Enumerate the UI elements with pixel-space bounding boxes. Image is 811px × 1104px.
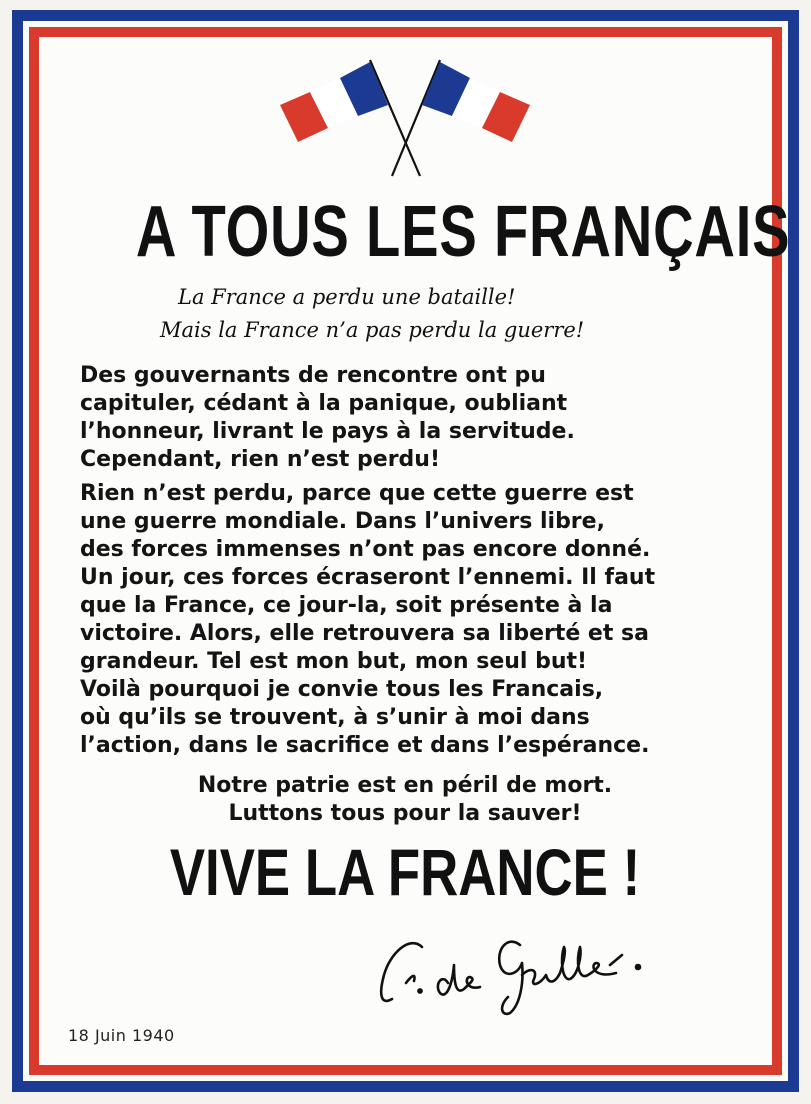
paragraph-2 — [80, 480, 730, 676]
paragraph-line: l’honneur, livrant le pays à la servitude. — [80, 419, 575, 444]
paragraph-line: Cependant, rien n’est perdu! — [80, 447, 440, 472]
signature-handwritten — [370, 925, 720, 1020]
slogan: VIVE LA FRANCE ! — [169, 835, 641, 909]
paragraph-line: Voilà pourquoi je convie tous les Francais, — [80, 677, 604, 702]
paragraph-line: une guerre mondiale. Dans l’univers libre, — [80, 509, 605, 534]
subtitle-line-2: Mais la France n’a pas perdu la guerre! — [160, 318, 585, 342]
closing-line-2: Luttons tous pour la sauver! — [228, 801, 582, 826]
paragraph-line: des forces immenses n’ont pas encore donné. — [80, 537, 651, 562]
subtitle-line-1: La France a perdu une bataille! — [178, 285, 516, 309]
paragraph-line: grandeur. Tel est mon but, mon seul but! — [80, 649, 588, 674]
date-label: 18 Juin 1940 — [68, 1026, 175, 1045]
paragraph-1 — [80, 362, 730, 474]
paragraph-line: Un jour, ces forces écraseront l’ennemi. Il faut — [80, 565, 656, 590]
paragraph-line: victoire. Alors, elle retrouvera sa liberté et sa — [80, 621, 649, 646]
poster-title: A TOUS LES FRANÇAIS — [135, 192, 791, 272]
paragraph-line: l’action, dans le sacrifice et dans l’espérance. — [80, 733, 650, 758]
paragraph-line: que la France, ce jour-la, soit présente à la — [80, 593, 613, 618]
paragraph-3 — [80, 676, 730, 760]
crossed-french-flags-icon — [270, 50, 540, 180]
closing-line-1: Notre patrie est en péril de mort. — [197, 773, 613, 798]
left-flag — [280, 62, 388, 142]
right-flag — [422, 62, 530, 142]
paragraph-line: Rien n’est perdu, parce que cette guerre est — [80, 481, 634, 506]
paragraph-line: Des gouvernants de rencontre ont pu — [80, 363, 546, 388]
paragraph-line: capituler, cédant à la panique, oubliant — [80, 391, 568, 416]
paragraph-line: où qu’ils se trouvent, à s’unir à moi dans — [80, 705, 590, 730]
